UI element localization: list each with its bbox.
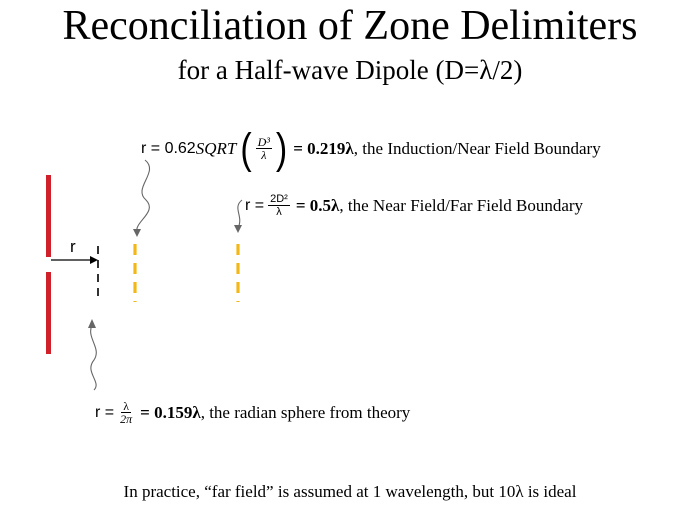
radian-eq-description: , the radian sphere from theory: [200, 403, 411, 422]
radian-eq-fraction: [118, 400, 134, 427]
farfield-eq-prefix: r =: [245, 197, 265, 214]
induction-eq-result: = 0.219λ: [293, 139, 354, 158]
dipole-bottom-element: [46, 272, 51, 354]
radius-label: r: [70, 237, 76, 256]
slide-subtitle: for a Half-wave Dipole (D=λ/2): [177, 55, 523, 85]
induction-eq-numerator: D³: [257, 134, 270, 149]
farfield-eq-denominator: λ: [276, 206, 282, 219]
radian-equation: [95, 394, 410, 432]
induction-squiggle-arrow: [137, 160, 150, 232]
radian-squiggle-arrow: [91, 325, 97, 390]
induction-squiggle-arrowhead: [133, 229, 141, 237]
farfield-eq-numerator: 2D²: [270, 192, 288, 205]
farfield-squiggle-arrow: [238, 200, 242, 228]
radius-arrow-head: [90, 256, 98, 264]
farfield-eq-description: , the Near Field/Far Field Boundary: [339, 196, 584, 215]
farfield-squiggle-arrowhead: [234, 225, 242, 233]
slide-title: Reconciliation of Zone Delimiters: [62, 3, 638, 49]
induction-eq-denominator: λ: [261, 148, 267, 163]
induction-eq-prefix: r = 0.62: [141, 140, 196, 157]
induction-eq-fraction: [256, 136, 272, 163]
radian-eq-result: = 0.159λ: [140, 403, 201, 422]
induction-equation: [141, 125, 601, 173]
radian-eq-denominator: 2π: [120, 412, 133, 427]
induction-eq-open-paren: (: [240, 125, 252, 173]
farfield-eq-fraction: [268, 194, 290, 219]
footer-note: In practice, “far field” is assumed at 1 wavelength, but 10λ is ideal: [123, 482, 577, 501]
induction-eq-description: , the Induction/Near Field Boundary: [353, 139, 601, 158]
farfield-eq-result: = 0.5λ: [295, 196, 340, 215]
radian-eq-numerator: λ: [123, 398, 130, 413]
dipole-top-element: [46, 175, 51, 257]
induction-eq-close-paren: ): [275, 125, 288, 173]
radian-eq-prefix: r =: [95, 404, 115, 421]
radian-squiggle-arrowhead: [88, 319, 96, 328]
induction-eq-func: SQRT: [195, 139, 237, 158]
farfield-equation: [245, 188, 583, 224]
